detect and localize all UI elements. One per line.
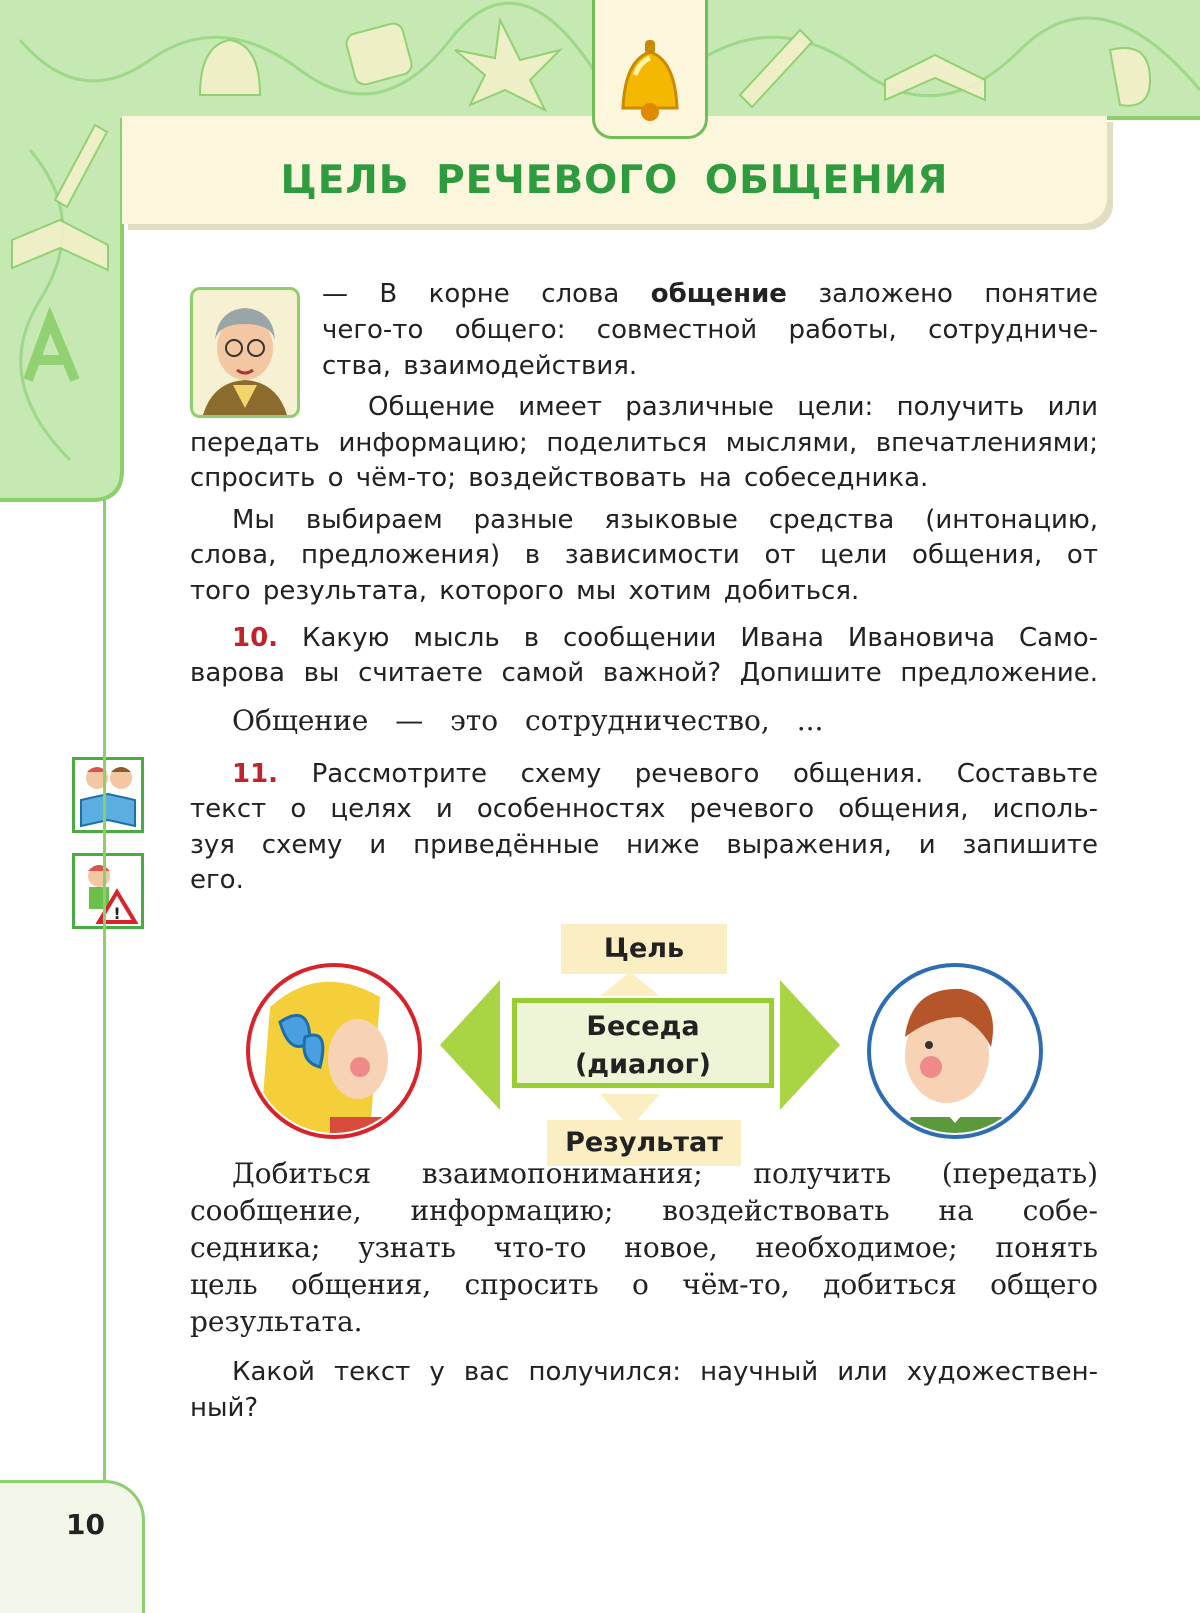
task-10-line-1: 10. Какую мысль в сообщении Ивана Ивановича Само- [232,623,1099,653]
page-title: ЦЕЛЬ РЕЧЕВОГО ОБЩЕНИЯ [280,158,949,203]
scheme-result-label: Результат [547,1120,741,1166]
task-10-number: 10. [232,623,279,653]
task-10-answer: Общение — это сотрудничество, ... [232,704,824,737]
girl-icon [250,967,418,1135]
task-11-number: 11. [232,759,279,789]
scheme-center-line-2: (диалог) [574,1049,712,1080]
up-arrow [600,972,660,996]
expressions-line-3: седника; узнать что-то новое, необходимое; понять [190,1231,1098,1264]
scheme-goal-label: Цель [561,924,727,974]
expressions-line-4: цель общения, спросить о чём-то, добиться общего [190,1268,1098,1301]
bell-icon [595,0,705,130]
right-arrow-tip [780,980,840,1110]
attention-icon [72,853,144,929]
expressions-line-2: сообщение, информацию; воздействовать на собе- [190,1194,1098,1227]
means-line-1: Мы выбираем разные языковые средства (интонацию, [232,505,1098,535]
intro-line-1: — В корне слова общение заложено понятие [322,279,1098,309]
page-number: 10 [66,1508,105,1541]
task-11-line-2: текст о целях и особенностях речевого общения, исполь- [190,794,1098,824]
task-11-line-3: зуя схему и приведённые ниже выражения, и запишите [190,830,1098,860]
means-line-3: того результата, которого мы хотим добиться. [190,576,860,606]
goals-line-3: спросить о чём-то; воздействовать на собеседника. [190,463,929,493]
intro-line-2: чего-то общего: совместной работы, сотрудниче- [322,315,1098,345]
task-11-line-4: его. [190,865,244,895]
task-10-line-2: варова вы считаете самой важной? Допишите предложение. [190,658,1098,688]
pair-work-icon [72,757,144,833]
teacher-icon [193,290,297,415]
goals-line-1: Общение имеет различные цели: получить или [368,392,1098,422]
scheme-center-box [512,998,774,1088]
bell-badge [592,0,708,139]
intro-line-3: ства, взаимодействия. [322,351,638,381]
boy-icon [871,967,1039,1135]
task-11-line-1: 11. Рассмотрите схему речевого общения. Составьте [232,759,1098,789]
boy-portrait [867,963,1043,1139]
girl-portrait [246,963,422,1139]
expressions-line-1: Добиться взаимопонимания; получить (передать) [232,1157,1098,1190]
left-margin-line [103,500,106,1480]
page-number-tab [0,1480,145,1613]
svg-text:!: ! [113,904,121,923]
teacher-portrait [190,287,300,418]
expressions-line-5: результата. [190,1305,363,1338]
scheme-center-line-1: Беседа [586,1011,700,1042]
left-arrow-tip [440,980,500,1110]
question-line-1: Какой текст у вас получился: научный или художествен- [232,1357,1098,1387]
question-line-2: ный? [190,1393,259,1423]
goals-line-2: передать информацию; поделиться мыслями, впечатлениями; [190,428,1098,458]
means-line-2: слова, предложения) в зависимости от цели общения, от [190,540,1098,570]
